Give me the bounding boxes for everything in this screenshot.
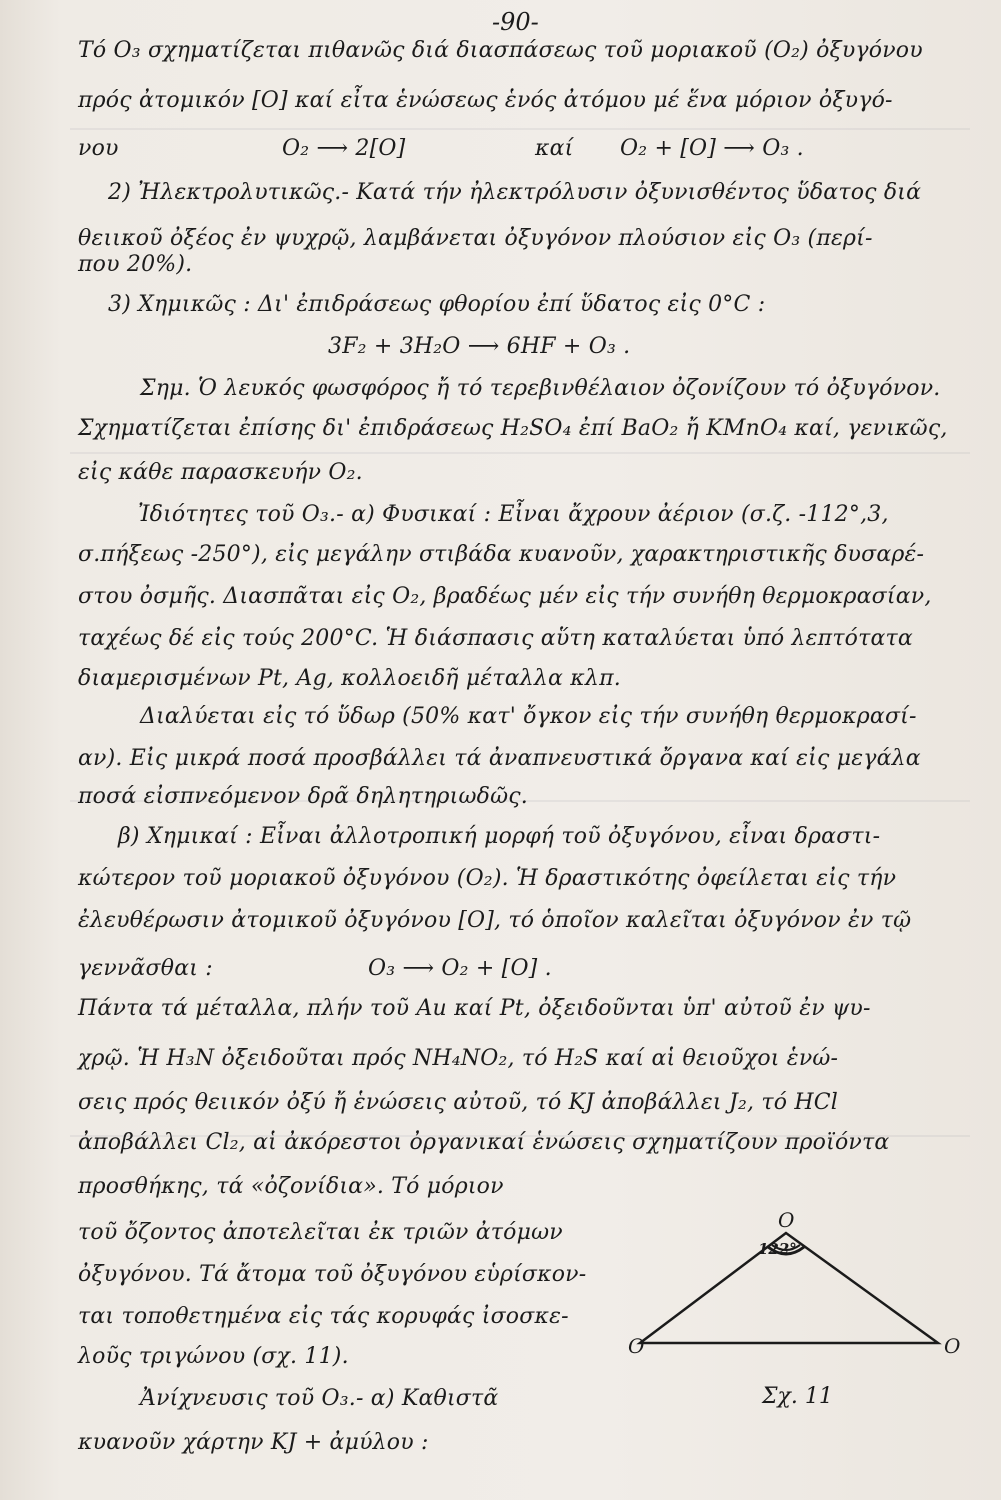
section-properties: Ἰδιότητες τοῦ O₃.- α) Φυσικαί : Εἶναι ἄχρουν ἀέριον (σ.ζ. -112°,3,: [138, 502, 889, 527]
equation-fluorine-water: 3F₂ + 3H₂O ⟶ 6HF + O₃ .: [328, 334, 631, 359]
text-line: πρός ἀτομικόν [O] καί εἶτα ἑνώσεως ἑνός ἀτόμου μέ ἕνα μόριον ὀξυγό-: [78, 88, 893, 113]
equation-ozone-decomposition: O₃ ⟶ O₂ + [O] .: [368, 956, 552, 981]
text-line: σεις πρός θειικόν ὀξύ ἤ ἑνώσεις αὐτοῦ, τό KJ ἀποβάλλει J₂, τό HCl: [78, 1090, 839, 1115]
text-line: ταχέως δέ εἰς τούς 200°C. Ἡ διάσπασις αὕτη καταλύεται ὑπό λεπτότατα: [78, 626, 913, 651]
bleed-through-line: [70, 452, 970, 454]
text-line: νου: [78, 136, 119, 161]
section-detection: Ἀνίχνευσις τοῦ O₃.- α) Καθιστᾶ: [140, 1386, 499, 1411]
text-line: χρῷ. Ἡ H₃N ὀξειδοῦται πρός NH₄NO₂, τό H₂S καί αἱ θειοῦχοι ἑνώ-: [78, 1046, 839, 1071]
ozone-triangle-diagram: [618, 1205, 978, 1365]
text-line: σ.πήξεως -250°), εἰς μεγάλην στιβάδα κυανοῦν, χαρακτηριστικῆς δυσαρέ-: [78, 542, 925, 567]
note-line: Σημ. Ὁ λευκός φωσφόρος ἤ τό τερεβινθέλαιον ὀζονίζουν τό ὀξυγόνον.: [140, 376, 941, 401]
text-line: εἰς κάθε παρασκευήν O₂.: [78, 460, 363, 485]
text-line: Πάντα τά μέταλλα, πλήν τοῦ Au καί Pt, ὀξειδοῦνται ὑπ' αὐτοῦ ἐν ψυ-: [78, 996, 871, 1021]
atom-label-top: O: [778, 1208, 795, 1232]
atom-label-right: O: [944, 1334, 961, 1358]
section-chemical: 3) Χημικῶς : Δι' ἐπιδράσεως φθορίου ἐπί ὕδατος εἰς 0°C :: [108, 292, 766, 317]
text-line: ποσά εἰσπνεόμενον δρᾶ δηλητηριωδῶς.: [78, 784, 528, 809]
text-line: θειικοῦ ὀξέος ἐν ψυχρῷ, λαμβάνεται ὀξυγόνον πλούσιον εἰς O₃ (περί-: [78, 226, 873, 251]
text-line: προσθήκης, τά «ὀζονίδια». Τό μόριον: [78, 1174, 504, 1199]
equation-ozone-formation: O₂ + [O] ⟶ O₃ .: [620, 136, 804, 161]
text-line: αν). Εἰς μικρά ποσά προσβάλλει τά ἀναπνευστικά ὄργανα καί εἰς μεγάλα: [78, 746, 921, 771]
text-line: τοῦ ὄζοντος ἀποτελεῖται ἐκ τριῶν ἀτόμων: [78, 1220, 563, 1245]
text-line: ὀξυγόνου. Τά ἄτομα τοῦ ὀξυγόνου εὑρίσκον-: [78, 1262, 587, 1287]
equation-oxygen-split: O₂ ⟶ 2[O]: [282, 136, 406, 161]
text-line: στου ὀσμῆς. Διασπᾶται εἰς O₂, βραδέως μέν εἰς τήν συνήθη θερμοκρασίαν,: [78, 584, 932, 609]
text-line: ἀποβάλλει Cl₂, αἱ ἀκόρεστοι ὀργανικαί ἑνώσεις σχηματίζουν προϊόντα: [78, 1130, 890, 1155]
text-line: Διαλύεται εἰς τό ὕδωρ (50% κατ' ὄγκον εἰς τήν συνήθη θερμοκρασί-: [140, 704, 917, 729]
section-electrolytic: 2) Ἠλεκτρολυτικῶς.- Κατά τήν ἠλεκτρόλυσιν ὀξυνισθέντος ὕδατος διά: [108, 180, 922, 205]
text-line: λοῦς τριγώνου (σχ. 11).: [78, 1344, 349, 1369]
equation-connector: καί: [535, 136, 574, 161]
text-line: Σχηματίζεται ἐπίσης δι' ἐπιδράσεως H₂SO₄ ἐπί BaO₂ ἤ KMnO₄ καί, γενικῶς,: [78, 416, 948, 441]
angle-label: 122°: [758, 1240, 797, 1258]
atom-label-left: O: [628, 1334, 645, 1358]
text-line: που 20%).: [78, 252, 193, 277]
text-line: κυανοῦν χάρτην KJ + ἀμύλου :: [78, 1430, 429, 1455]
text-line: γεννᾶσθαι :: [78, 956, 213, 981]
section-chemical-properties: β) Χημικαί : Εἶναι ἀλλοτροπική μορφή τοῦ ὀξυγόνου, εἶναι δραστι-: [118, 824, 881, 849]
bleed-through-line: [70, 128, 970, 130]
figure-caption: Σχ. 11: [762, 1384, 833, 1409]
text-line: διαμερισμένων Pt, Ag, κολλοειδῆ μέταλλα κλπ.: [78, 666, 621, 691]
text-line: κώτερον τοῦ μοριακοῦ ὀξυγόνου (O₂). Ἡ δραστικότης ὀφείλεται εἰς τήν: [78, 866, 897, 891]
page-number: -90-: [492, 8, 539, 36]
text-line: ἐλευθέρωσιν ἀτομικοῦ ὀξυγόνου [O], τό ὁποῖον καλεῖται ὀξυγόνον ἐν τῷ: [78, 908, 912, 933]
text-line: Τό O₃ σχηματίζεται πιθανῶς διά διασπάσεως τοῦ μοριακοῦ (O₂) ὀξυγόνου: [78, 38, 923, 63]
text-line: ται τοποθετημένα εἰς τάς κορυφάς ἰσοσκε-: [78, 1304, 569, 1329]
